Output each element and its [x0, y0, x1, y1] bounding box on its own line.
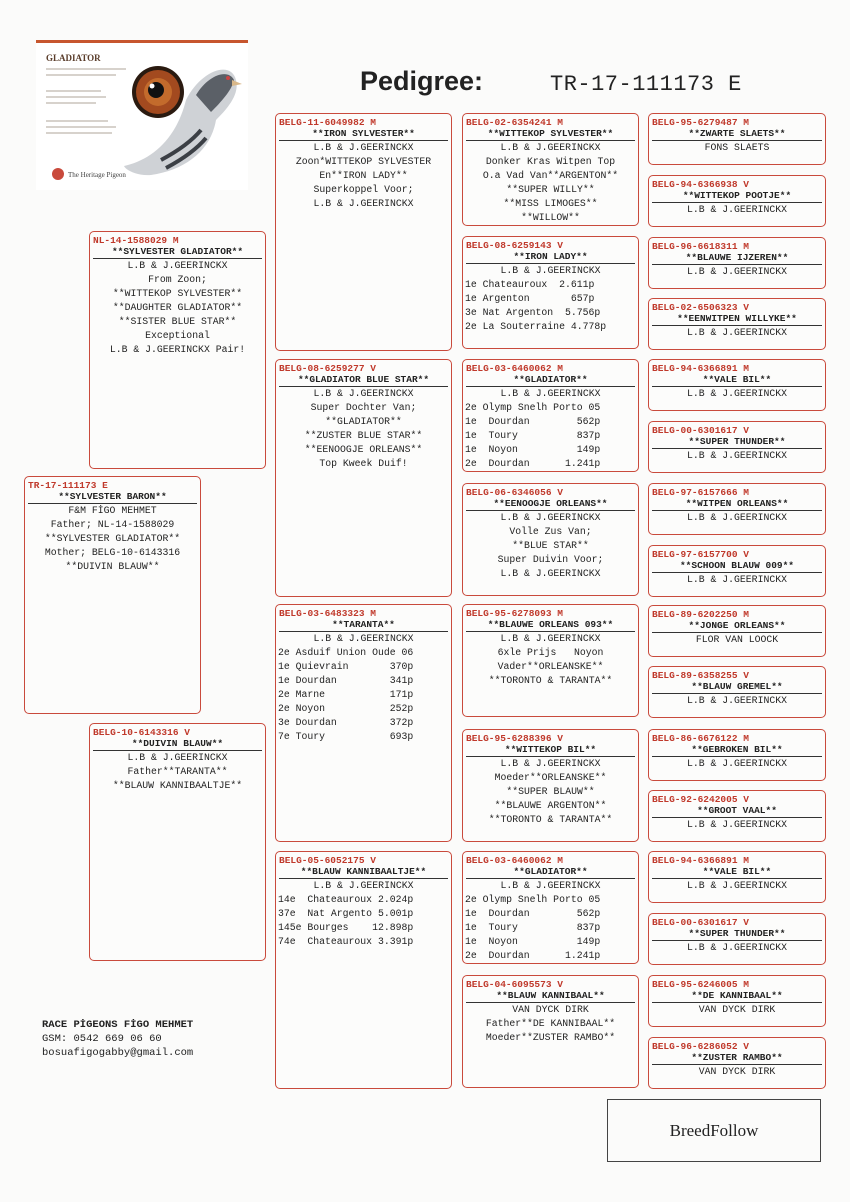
bird-info-line: L.B & J.GEERINCKX — [500, 142, 601, 153]
bird-g5-8 — [648, 545, 826, 597]
bird-info-line: Superkoppel Voor; — [313, 184, 414, 195]
ring-number: BELG-95-6288396 V — [466, 733, 563, 744]
bird-sire-dam — [275, 359, 452, 597]
ring-number: BELG-00-6301617 V — [652, 425, 749, 436]
bird-info-line: **ZUSTER BLUE STAR** — [304, 430, 423, 441]
bird-info-line: 1e Quievrain 370p — [278, 661, 414, 672]
bird-info-line: 6xle Prijs Noyon — [497, 647, 604, 658]
bird-info-line: **SUPER BLAUW** — [506, 786, 595, 797]
bird-info-line: 1e Toury 837p — [465, 922, 601, 933]
bird-info-line: Father**DE KANNIBAAL** — [485, 1018, 616, 1029]
bird-g5-4 — [648, 298, 826, 350]
bird-info-line: Father**TARANTA** — [127, 766, 228, 777]
bird-name: **GROOT VAAL** — [652, 805, 822, 818]
bird-info-line: 14e Chateauroux 2.024p — [278, 894, 414, 905]
ring-number: BELG-94-6366938 V — [652, 179, 749, 190]
bird-info-line: L.B & J.GEERINCKX — [687, 204, 787, 215]
ring-number: BELG-08-6259143 V — [466, 240, 563, 251]
bird-name: **WITPEN ORLEANS** — [652, 498, 822, 511]
ring-number: BELG-03-6483323 M — [279, 608, 376, 619]
bird-name: **BLAUW KANNIBAALTJE** — [279, 866, 448, 879]
bird-info-line: 1e Argenton 657p — [465, 293, 595, 304]
bird-info-line: L.B & J.GEERINCKX — [687, 758, 787, 769]
bird-info-line: **MISS LIMOGES** — [503, 198, 598, 209]
bird-info-line: **SISTER BLUE STAR** — [118, 316, 237, 327]
bird-name: **TARANTA** — [279, 619, 448, 632]
ring-number: TR-17-111173 E — [28, 480, 108, 491]
bird-info-line: 2e Noyon 252p — [278, 703, 414, 714]
bird-info-line: **BLUE STAR** — [512, 540, 589, 551]
bird-info-line: L.B & J.GEERINCKX — [687, 388, 787, 399]
page-title: Pedigree: — [360, 66, 484, 96]
bird-sd-sire — [462, 359, 639, 472]
bird-info-line: **WITTEKOP SYLVESTER** — [112, 288, 243, 299]
bird-sire — [89, 231, 266, 469]
bird-info-line: L.B & J.GEERINCKX — [687, 512, 787, 523]
ring-number: BELG-10-6143316 V — [93, 727, 190, 738]
bird-info-line: L.B & J.GEERINCKX — [687, 942, 787, 953]
ring-number: BELG-96-6286052 V — [652, 1041, 749, 1052]
bird-info-line: L.B & J.GEERINCKX — [313, 633, 414, 644]
ring-number: BELG-03-6460062 M — [466, 855, 563, 866]
bird-info-line: Zoon*WITTEKOP SYLVESTER — [295, 156, 432, 167]
ring-number: BELG-89-6358255 V — [652, 670, 749, 681]
bird-info-line: L.B & J.GEERINCKX — [313, 388, 414, 399]
bird-g5-15 — [648, 975, 826, 1027]
bird-subject — [24, 476, 201, 714]
breeder-contact — [42, 1018, 193, 1060]
bird-sire-sire — [275, 113, 452, 351]
bird-info-line: **BLAUWE ARGENTON** — [494, 800, 607, 811]
bird-info-line: O.a Vad Van**ARGENTON** — [482, 170, 619, 181]
advert-title: GLADIATOR — [46, 53, 101, 63]
bird-name: **IRON SYLVESTER** — [279, 128, 448, 141]
bird-name: **VALE BIL** — [652, 374, 822, 387]
ring-number: BELG-95-6279487 M — [652, 117, 749, 128]
bird-name: **GLADIATOR BLUE STAR** — [279, 374, 448, 387]
bird-info-line: L.B & J.GEERINCKX Pair! — [109, 344, 246, 355]
breeder-email[interactable]: bosuafigogabby@gmail.com — [42, 1047, 194, 1059]
breedfollow-logo: BreedFollow — [607, 1099, 821, 1162]
bird-info-line: L.B & J.GEERINCKX — [687, 695, 787, 706]
bird-info-line: L.B & J.GEERINCKX — [127, 752, 228, 763]
bird-name: **WITTEKOP POOTJE** — [652, 190, 822, 203]
ring-number: BELG-97-6157700 V — [652, 549, 749, 560]
bird-info-line: **DUIVIN BLAUW** — [65, 561, 160, 572]
bird-g5-10 — [648, 666, 826, 718]
bird-info-line: L.B & J.GEERINCKX — [500, 633, 601, 644]
bird-info-line: Exceptional — [145, 330, 210, 341]
bird-info-line: Moeder**ZUSTER RAMBO** — [485, 1032, 616, 1043]
bird-info-line: 1e Noyon 149p — [465, 936, 601, 947]
bird-info-line: 2e Asduif Union Oude 06 — [278, 647, 414, 658]
bird-info-line: Super Dochter Van; — [310, 402, 417, 413]
bird-info-line: **BLAUW KANNIBAALTJE** — [112, 780, 243, 791]
bird-info-line: 2e Dourdan 1.241p — [465, 458, 601, 469]
bird-g5-12 — [648, 790, 826, 842]
advert-image — [36, 40, 248, 190]
bird-info-line: Mother; BELG-10-6143316 — [44, 547, 181, 558]
bird-dam-sire — [275, 604, 452, 842]
bird-g5-11 — [648, 729, 826, 781]
bird-g5-1 — [648, 113, 826, 165]
ring-number: BELG-02-6354241 M — [466, 117, 563, 128]
bird-info-line: 1e Dourdan 562p — [465, 416, 601, 427]
bird-name: **JONGE ORLEANS** — [652, 620, 822, 633]
bird-info-line: 2e Olymp Snelh Porto 05 — [465, 894, 601, 905]
bird-name: **SYLVESTER BARON** — [28, 491, 197, 504]
bird-info-line: L.B & J.GEERINCKX — [313, 880, 414, 891]
bird-info-line: Top Kweek Duif! — [319, 458, 408, 469]
bird-ss-dam — [462, 236, 639, 349]
bird-info-line: L.B & J.GEERINCKX — [127, 260, 228, 271]
bird-name: **BLAUWE ORLEANS 093** — [466, 619, 635, 632]
bird-info-line: 2e Olymp Snelh Porto 05 — [465, 402, 601, 413]
ring-number: BELG-05-6052175 V — [279, 855, 376, 866]
bird-info-line: VAN DYCK DIRK — [698, 1004, 776, 1015]
bird-info-line: 1e Chateauroux 2.611p — [465, 279, 595, 290]
ring-number: BELG-08-6259277 V — [279, 363, 376, 374]
bird-name: **BLAUW KANNIBAAL** — [466, 990, 635, 1003]
bird-dd-sire — [462, 851, 639, 964]
bird-info-line: 37e Nat Argento 5.001p — [278, 908, 414, 919]
bird-info-line: L.B & J.GEERINCKX — [313, 142, 414, 153]
bird-info-line: L.B & J.GEERINCKX — [687, 327, 787, 338]
bird-name: **GLADIATOR** — [466, 374, 635, 387]
bird-info-line: **WILLOW** — [521, 212, 580, 223]
ring-number: BELG-95-6246005 M — [652, 979, 749, 990]
bird-name: **EENOOGJE ORLEANS** — [466, 498, 635, 511]
bird-g5-14 — [648, 913, 826, 965]
bird-g5-7 — [648, 483, 826, 535]
bird-g5-6 — [648, 421, 826, 473]
bird-name: **BLAUW GREMEL** — [652, 681, 822, 694]
ring-number: BELG-03-6460062 M — [466, 363, 563, 374]
bird-info-line: VAN DYCK DIRK — [698, 1066, 776, 1077]
bird-info-line: 145e Bourges 12.898p — [278, 922, 414, 933]
bird-name: **VALE BIL** — [652, 866, 822, 879]
bird-name: **SUPER THUNDER** — [652, 928, 822, 941]
bird-name: **EENWITPEN WILLYKE** — [652, 313, 822, 326]
bird-dd-dam — [462, 975, 639, 1088]
bird-info-line: Super Duivin Voor; — [497, 554, 604, 565]
bird-info-line: **EENOOGJE ORLEANS** — [304, 444, 423, 455]
bird-name: **BLAUWE IJZEREN** — [652, 252, 822, 265]
bird-info-line: F&M FİGO MEHMET — [68, 505, 157, 516]
bird-info-line: Vader**ORLEANSKE** — [497, 661, 604, 672]
bird-info-line: 1e Dourdan 341p — [278, 675, 414, 686]
bird-info-line: **GLADIATOR** — [325, 416, 402, 427]
bird-ds-sire — [462, 604, 639, 717]
bird-g5-2 — [648, 175, 826, 227]
bird-name: **SYLVESTER GLADIATOR** — [93, 246, 262, 259]
bird-info-line: L.B & J.GEERINCKX — [313, 198, 414, 209]
bird-info-line: L.B & J.GEERINCKX — [500, 388, 601, 399]
bird-info-line: L.B & J.GEERINCKX — [687, 266, 787, 277]
bird-info-line: L.B & J.GEERINCKX — [500, 568, 601, 579]
breeder-phone: GSM: 0542 669 06 60 — [42, 1033, 162, 1045]
ring-number: BELG-94-6366891 M — [652, 363, 749, 374]
ring-number: BELG-11-6049982 M — [279, 117, 376, 128]
bird-info-line: Moeder**ORLEANSKE** — [494, 772, 607, 783]
advert-logo-text: The Heritage Pigeon — [68, 171, 126, 179]
ring-number: BELG-96-6618311 M — [652, 241, 749, 252]
bird-info-line: L.B & J.GEERINCKX — [500, 512, 601, 523]
bird-info-line: VAN DYCK DIRK — [512, 1004, 589, 1015]
bird-info-line: L.B & J.GEERINCKX — [500, 880, 601, 891]
bird-info-line: **TORONTO & TARANTA** — [488, 675, 613, 686]
ring-number: BELG-95-6278093 M — [466, 608, 563, 619]
ring-number: BELG-92-6242005 V — [652, 794, 749, 805]
bird-info-line: FLOR VAN LOOCK — [695, 634, 779, 645]
bird-info-line: **DAUGHTER GLADIATOR** — [112, 302, 243, 313]
bird-info-line: L.B & J.GEERINCKX — [687, 450, 787, 461]
ring-number: BELG-89-6202250 M — [652, 609, 749, 620]
bird-info-line: **TORONTO & TARANTA** — [488, 814, 613, 825]
bird-info-line: L.B & J.GEERINCKX — [687, 880, 787, 891]
bird-name: **WITTEKOP SYLVESTER** — [466, 128, 635, 141]
bird-info-line: L.B & J.GEERINCKX — [687, 819, 787, 830]
bird-sd-dam — [462, 483, 639, 596]
bird-name: **DUIVIN BLAUW** — [93, 738, 262, 751]
ring-number: BELG-00-6301617 V — [652, 917, 749, 928]
bird-info-line: 3e Nat Argenton 5.756p — [465, 307, 601, 318]
bird-info-line: Donker Kras Witpen Top — [485, 156, 616, 167]
bird-info-line: L.B & J.GEERINCKX — [500, 758, 601, 769]
bird-info-line: FONS SLAETS — [704, 142, 770, 153]
bird-info-line: 74e Chateauroux 3.391p — [278, 936, 414, 947]
bird-g5-3 — [648, 237, 826, 289]
pigeon-photo — [36, 40, 248, 190]
bird-info-line: Volle Zus Van; — [509, 526, 592, 537]
bird-info-line: 3e Dourdan 372p — [278, 717, 414, 728]
ring-number: BELG-06-6346056 V — [466, 487, 563, 498]
bird-name: **WITTEKOP BIL** — [466, 744, 635, 757]
ring-number: NL-14-1588029 M — [93, 235, 179, 246]
bird-g5-5 — [648, 359, 826, 411]
bird-info-line: 2e Marne 171p — [278, 689, 414, 700]
bird-info-line: L.B & J.GEERINCKX — [500, 265, 601, 276]
bird-info-line: 2e La Souterraine 4.778p — [465, 321, 607, 332]
bird-name: **SUPER THUNDER** — [652, 436, 822, 449]
ring-number: BELG-94-6366891 M — [652, 855, 749, 866]
bird-info-line: 2e Dourdan 1.241p — [465, 950, 601, 961]
bird-ds-dam — [462, 729, 639, 842]
bird-info-line: 7e Toury 693p — [278, 731, 414, 742]
bird-g5-9 — [648, 605, 826, 657]
breeder-name: RACE PİGEONS FİGO MEHMET — [42, 1019, 194, 1031]
bird-info-line: L.B & J.GEERINCKX — [687, 574, 787, 585]
bird-name: **SCHOON BLAUW 009** — [652, 560, 822, 573]
bird-info-line: 1e Toury 837p — [465, 430, 601, 441]
bird-info-line: Father; NL-14-1588029 — [50, 519, 175, 530]
bird-info-line: **SYLVESTER GLADIATOR** — [44, 533, 181, 544]
subject-ring-number: TR-17-111173 E — [550, 72, 742, 97]
bird-g5-16 — [648, 1037, 826, 1089]
bird-name: **GLADIATOR** — [466, 866, 635, 879]
bird-ss-sire — [462, 113, 639, 226]
bird-name: **GEBROKEN BIL** — [652, 744, 822, 757]
bird-info-line: **SUPER WILLY** — [506, 184, 595, 195]
ring-number: BELG-97-6157666 M — [652, 487, 749, 498]
bird-name: **DE KANNIBAAL** — [652, 990, 822, 1003]
bird-dam — [89, 723, 266, 961]
bird-g5-13 — [648, 851, 826, 903]
bird-name: **ZWARTE SLAETS** — [652, 128, 822, 141]
bird-info-line: 1e Noyon 149p — [465, 444, 601, 455]
bird-name: **IRON LADY** — [466, 251, 635, 264]
ring-number: BELG-02-6506323 V — [652, 302, 749, 313]
bird-info-line: 1e Dourdan 562p — [465, 908, 601, 919]
bird-name: **ZUSTER RAMBO** — [652, 1052, 822, 1065]
bird-dam-dam — [275, 851, 452, 1089]
bird-info-line: From Zoon; — [148, 274, 207, 285]
ring-number: BELG-86-6676122 M — [652, 733, 749, 744]
ring-number: BELG-04-6095573 V — [466, 979, 563, 990]
bird-info-line: En**IRON LADY** — [319, 170, 408, 181]
